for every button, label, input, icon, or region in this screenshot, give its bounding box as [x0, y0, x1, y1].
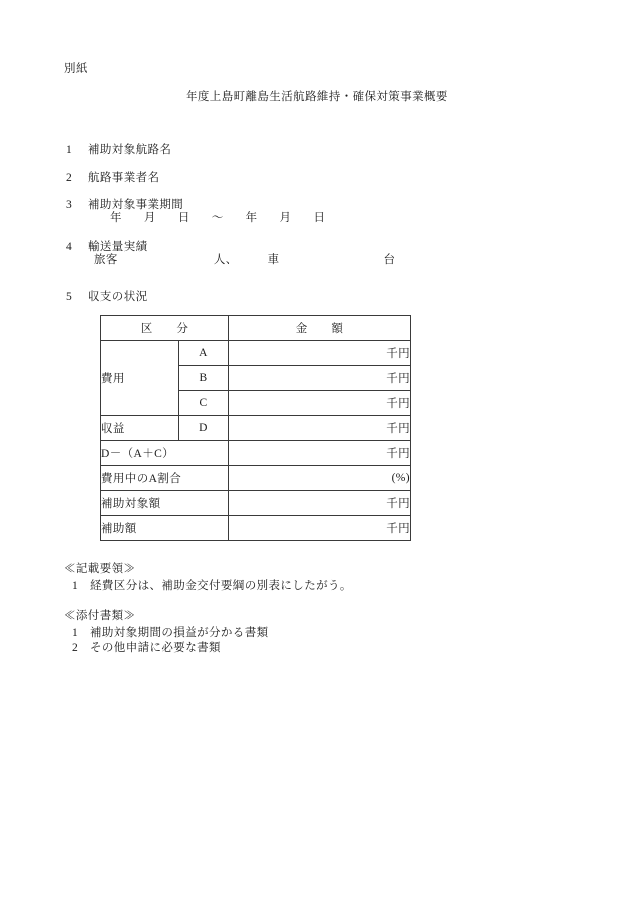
- note-number: 1: [72, 627, 79, 639]
- attachments-item: [64, 641, 269, 656]
- section-number: 2: [66, 172, 73, 184]
- period-input-line: [110, 209, 325, 225]
- period-tilde: ～: [211, 212, 224, 224]
- note-text: 補助対象期間の損益が分かる書類: [90, 627, 269, 639]
- section-item-5: [66, 288, 148, 304]
- entry-guidelines-item: [64, 579, 352, 594]
- section-number: 4: [66, 241, 73, 253]
- amount-b[interactable]: 千円: [229, 366, 411, 391]
- category-subsidy-target: 補助対象額: [101, 491, 229, 516]
- note-text: その他申請に必要な書類: [90, 642, 221, 654]
- table-header-row: [101, 316, 411, 341]
- section-label: 補助対象事業期間: [88, 199, 184, 211]
- category-revenue: 収益: [101, 416, 179, 441]
- amount-subsidy-amount[interactable]: 千円: [229, 516, 411, 541]
- amount-a[interactable]: 千円: [229, 341, 411, 366]
- table-row: [101, 341, 411, 366]
- attachments-heading: ≪添付書類≫: [64, 610, 136, 622]
- document-label: 別紙: [64, 63, 88, 75]
- period-month-start: 月: [143, 212, 156, 224]
- amount-a-ratio[interactable]: (%): [229, 466, 411, 491]
- vehicle-label: 車: [267, 254, 280, 266]
- category-subsidy-amount: 補助額: [101, 516, 229, 541]
- note-text: 経費区分は、補助金交付要綱の別表にしたがう。: [90, 580, 352, 592]
- section-number: 1: [66, 144, 73, 156]
- period-year-start: 年: [110, 212, 122, 224]
- table-row: [101, 416, 411, 441]
- period-month-end: 月: [279, 212, 292, 224]
- table-row: [101, 491, 411, 516]
- period-day-end: 日: [313, 212, 326, 224]
- balance-table: [100, 315, 411, 541]
- category-cost: 費用: [101, 341, 179, 416]
- code-c: C: [179, 391, 229, 416]
- period-year-end: 年: [245, 212, 258, 224]
- section-number: 3: [66, 199, 73, 211]
- section-item-1: [66, 141, 171, 157]
- table-row: [101, 466, 411, 491]
- amount-net-balance[interactable]: 千円: [229, 441, 411, 466]
- amount-c[interactable]: 千円: [229, 391, 411, 416]
- note-number: 2: [72, 642, 79, 654]
- amount-d[interactable]: 千円: [229, 416, 411, 441]
- code-a: A: [179, 341, 229, 366]
- vehicle-unit: 台: [383, 254, 396, 266]
- section-label: 航路事業者名: [88, 172, 160, 184]
- section-item-2: [66, 169, 159, 185]
- amount-subsidy-target[interactable]: 千円: [229, 491, 411, 516]
- header-category: 区 分: [101, 316, 229, 341]
- section-label: 輸送量実績: [88, 241, 148, 253]
- period-day-start: 日: [177, 212, 190, 224]
- code-b: B: [179, 366, 229, 391]
- document-title: 年度上島町離島生活航路維持・確保対策事業概要: [186, 91, 448, 103]
- attachments-item: [64, 626, 269, 641]
- section-number: 5: [66, 291, 73, 303]
- table-row: [101, 441, 411, 466]
- entry-guidelines-heading: ≪記載要領≫: [64, 563, 136, 575]
- passenger-unit: 人、: [213, 254, 238, 266]
- entry-guidelines-block: [64, 562, 352, 594]
- header-amount: 金 額: [229, 316, 411, 341]
- section-label: 収支の状況: [88, 291, 148, 303]
- note-number: 1: [72, 580, 79, 592]
- attachments-block: [64, 609, 269, 656]
- section-label: 補助対象航路名: [88, 144, 172, 156]
- code-d: D: [179, 416, 229, 441]
- table-row: [101, 516, 411, 541]
- category-a-ratio: 費用中のA割合: [101, 466, 229, 491]
- category-net-balance: D－（A＋C）: [101, 441, 229, 466]
- transport-input-line: [94, 251, 395, 267]
- passenger-label: 旅客: [94, 254, 118, 266]
